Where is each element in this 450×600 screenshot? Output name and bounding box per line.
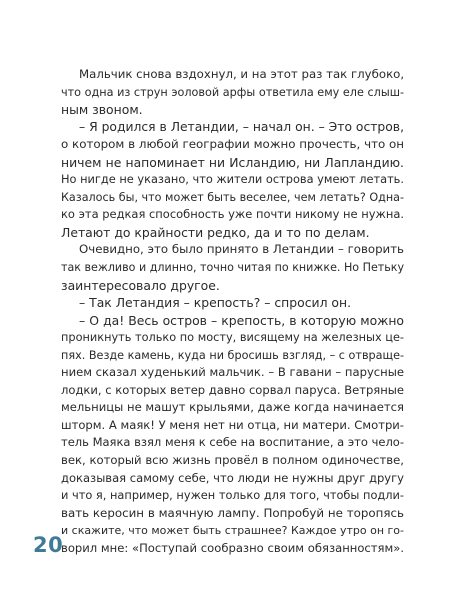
text-line: ничем не напоминает ни Исландию, ни Лапландию. [61,154,404,170]
text-line: лодки, с которых ветер давно сорвал паруса. Ветряные [61,382,404,397]
text-line: тель Маяка взял меня к себе на воспитание, а это чело- [61,435,404,450]
text-line: что одна из струн эоловой арфы ответила ему еле слыш- [61,85,405,99]
text-line: Казалось бы, что может быть веселее, чем летать? Одна- [61,190,404,204]
text-line: – Я родился в Летандии, – начал он. – Это остров, [79,119,404,134]
text-line: шторм. А маяк! У меня нет ни отца, ни матери. Смотри- [61,417,404,432]
text-line: пях. Везде камень, куда ни бросишь взгляд, – с отвраще- [61,348,405,362]
text-line: и скажите, что может быть страшнее? Каждое утро он го- [61,524,404,538]
body-text [61,66,404,557]
text-line: – О да! Весь остров – крепость, в которую можно [79,312,404,328]
text-line: ворил мне: «Поступай сообразно своим обязанностям». [61,540,404,555]
text-line: ко эта редкая способность уже почти никому не нужна. [61,207,404,222]
text-line: проникнуть только по мосту, висящему на железных це- [61,330,404,345]
text-line: Летают до крайности редко, да и то по делам. [61,224,370,240]
text-line: ным звоном. [61,102,143,118]
text-line: так вежливо и длинно, точно читая по книжке. Но Петьку [61,261,405,275]
text-line: доказывая самому себе, что люди не нужны друг другу [61,470,404,485]
text-line: мельницы не машут крыльями, даже когда начинается [61,400,404,415]
text-line: Мальчик снова вздохнул, и на этот раз так глубоко, [79,67,405,81]
text-line: заинтересовало другое. [61,277,220,293]
text-line: вать керосин в маячную лампу. Попробуй не торопясь [61,505,404,520]
text-line: век, который всю жизнь провёл в полном одиночестве, [61,453,404,468]
text-line: о котором в любой географии можно прочесть, что он [61,137,405,152]
page-number: 20 [33,533,64,557]
text-line: Но нигде не указано, что жители острова умеют летать. [61,172,404,187]
text-line: и что я, например, нужен только для того, чтобы подли- [61,488,404,503]
text-line: нием сказал худенький мальчик. – В гавани – парусные [61,365,404,380]
text-line: – Так Летандия – крепость? – спросил он. [79,295,352,311]
text-line: Очевидно, это было принято в Летандии – говорить [79,242,404,257]
